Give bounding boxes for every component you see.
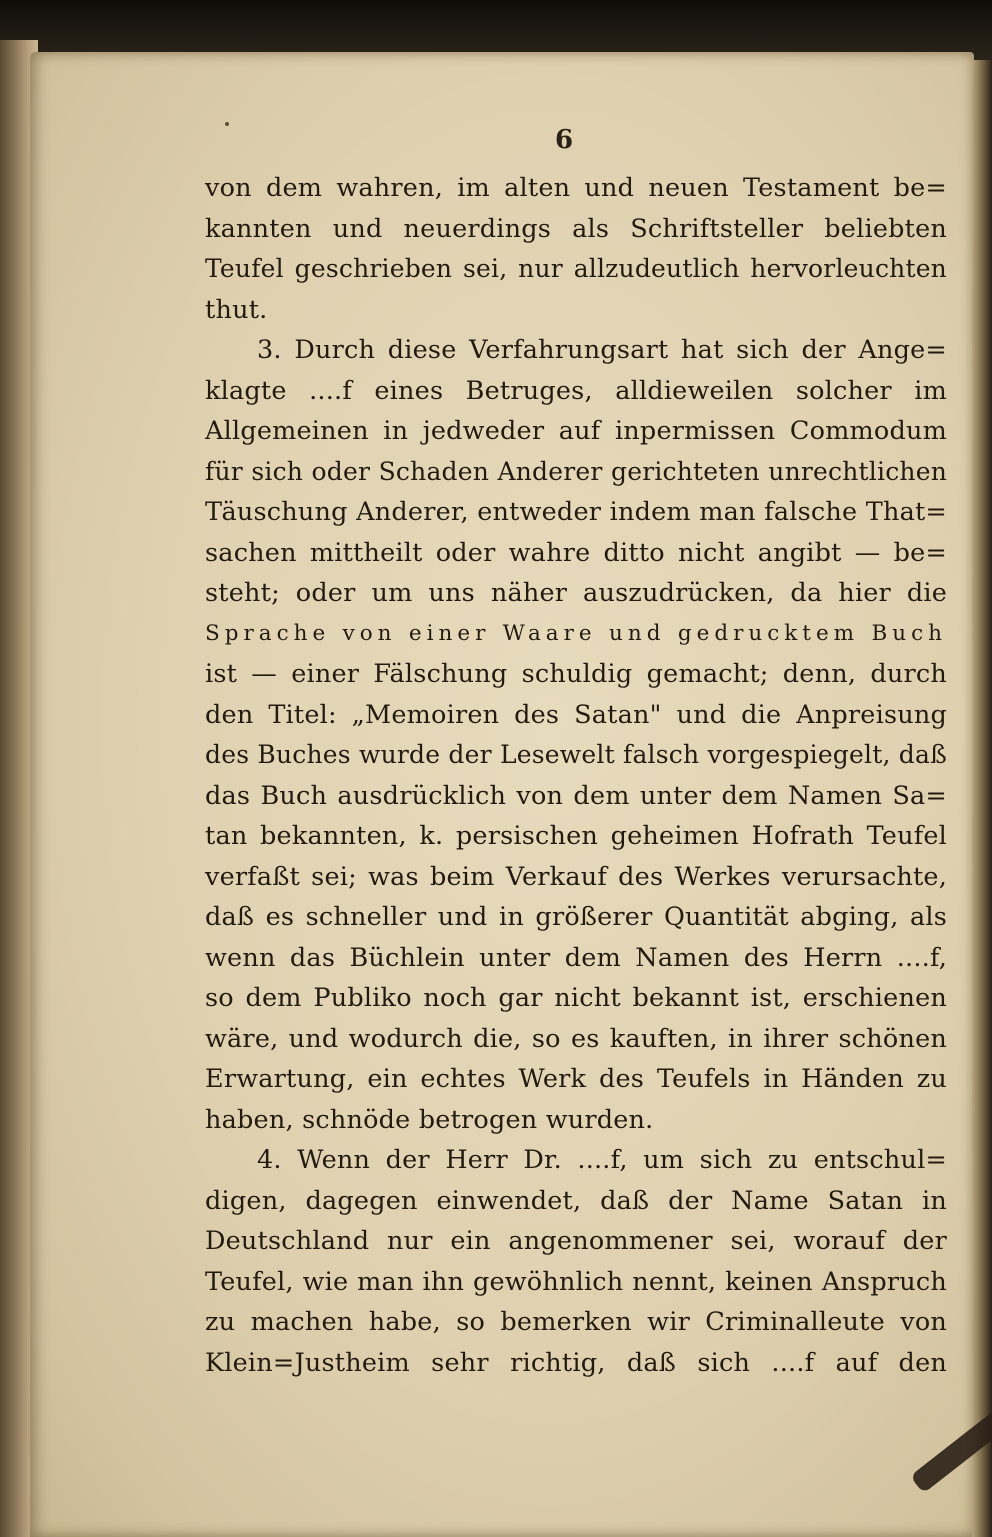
text-line: verfaßt sei; was beim Verkauf des Werkes verursachte, [205, 861, 947, 892]
text-line: daß es schneller und in größerer Quantität abging, als [205, 902, 947, 932]
ink-speck [225, 122, 229, 126]
page-number: 6 [555, 125, 574, 155]
text-line: steht; oder um uns näher auszudrücken, da hier die [205, 578, 947, 608]
text-line: thut. [205, 294, 268, 325]
text-line: Klein=Justheim sehr richtig, daß sich ....f auf den [205, 1347, 947, 1378]
text-line: den Titel: „Memoiren des Satan" und die Anpreisung [205, 699, 947, 730]
text-line: 4. Wenn der Herr Dr. ....f, um sich zu entschul= [257, 1145, 947, 1175]
text-line: zu machen habe, so bemerken wir Criminalleute von [205, 1307, 947, 1337]
text-line: haben, schnöde betrogen wurden. [205, 1104, 654, 1135]
text-line: wäre, und wodurch die, so es kauften, in ihrer schönen [205, 1023, 947, 1054]
text-line: ist — einer Fälschung schuldig gemacht; denn, durch [205, 659, 947, 689]
text-line: sachen mittheilt oder wahre ditto nicht angibt — be= [205, 537, 947, 568]
text-line: tan bekannten, k. persischen geheimen Hofrath Teufel [205, 821, 947, 851]
text-line: für sich oder Schaden Anderer gerichteten unrechtlichen [205, 456, 947, 486]
text-line: klagte ....f eines Betruges, alldieweilen solcher im [205, 375, 947, 406]
text-line: Teufel geschrieben sei, nur allzudeutlich hervorleuchten [205, 254, 947, 283]
text-line: des Buches wurde der Lesewelt falsch vorgespiegelt, daß [205, 740, 947, 769]
text-line: von dem wahren, im alten und neuen Testament be= [205, 173, 947, 203]
text-line: Erwartung, ein echtes Werk des Teufels in Händen zu [205, 1064, 947, 1094]
body-text [205, 168, 947, 1383]
text-line: kannten und neuerdings als Schriftsteller beliebten [205, 213, 947, 244]
text-line: Deutschland nur ein angenommener sei, worauf der [205, 1226, 947, 1256]
text-line: so dem Publiko noch gar nicht bekannt ist, erschienen [205, 983, 947, 1013]
text-line: Teufel, wie man ihn gewöhnlich nennt, keinen Anspruch [205, 1266, 947, 1297]
page-edge [972, 60, 992, 1537]
text-line: Allgemeinen in jedweder auf inpermissen Commodum [205, 416, 947, 446]
text-line: Sprache von einer Waare und gedrucktem Buch [205, 620, 947, 646]
text-line: das Buch ausdrücklich von dem unter dem Namen Sa= [205, 780, 947, 811]
text-line: Täuschung Anderer, entweder indem man falsche That= [205, 497, 947, 527]
text-line: 3. Durch diese Verfahrungsart hat sich der Ange= [257, 335, 947, 365]
text-line: wenn das Büchlein unter dem Namen des Herrn ....f, [205, 942, 947, 973]
text-line: digen, dagegen einwendet, daß der Name Satan in [205, 1185, 947, 1216]
